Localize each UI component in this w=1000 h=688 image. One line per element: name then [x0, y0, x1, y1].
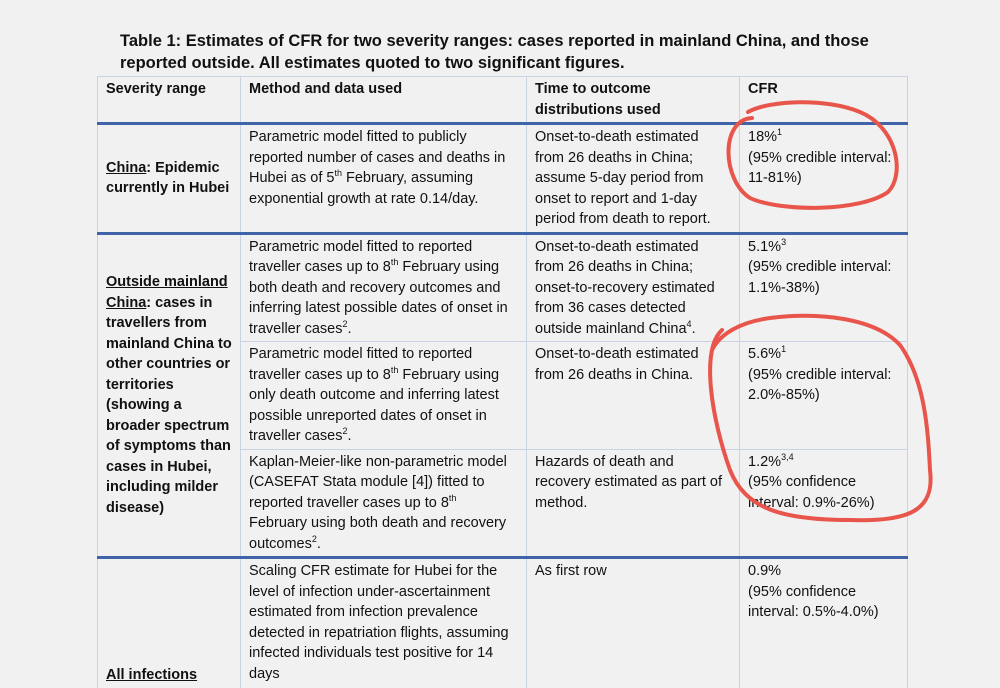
cfr-interval: (95% confidence interval: 0.9%-26%): [748, 474, 875, 511]
time-china: Onset-to-death estimated from 26 deaths in China; assume 5-day period from onset to report and 1-day period from death to report.: [527, 124, 740, 234]
time-outside-2: Onset-to-death estimated from 26 deaths in China.: [527, 342, 740, 450]
cfr-all: [740, 558, 908, 688]
method-text: Parametric model fitted to publicly reported number of cases and deaths in Hubei as of 5: [249, 129, 506, 186]
severity-all-link: All infections: [106, 667, 198, 683]
severity-china-rest: : Epidemic currently in Hubei: [106, 159, 230, 197]
cfr-value: 0.9%: [748, 563, 782, 579]
table-row-all: [98, 558, 908, 688]
severity-china: [98, 124, 241, 234]
severity-outside-link: Outside mainland China: [106, 274, 228, 311]
superscript: th: [390, 257, 399, 268]
table-header-row: [98, 77, 908, 124]
header-time-label: Time to outcome distributions used: [535, 81, 661, 118]
cfr-interval: (95% confidence interval: 0.5%-4.0%): [748, 583, 879, 620]
cfr-value: 1.2%: [748, 453, 782, 470]
superscript: 3,4: [781, 451, 794, 462]
header-time: [527, 77, 740, 124]
method-text: Parametric model fitted to reported traveller cases up to 8: [249, 346, 473, 383]
time-outside-3: Hazards of death and recovery estimated as part of method.: [527, 449, 740, 558]
cfr-table: [97, 76, 908, 688]
method-text: February using only death outcome and inferring latest possible unreported dates of onset in traveller cases: [249, 366, 500, 444]
superscript: th: [448, 492, 457, 503]
method-text: February using both death and recovery outcomes: [249, 515, 507, 552]
header-severity: Severity range: [98, 77, 241, 124]
severity-outside-rest: : cases in travellers from mainland China to other countries or territories (showing a broader spectrum of symptoms than cases in Hubei, including milder disease): [106, 294, 232, 516]
table-row-china: [98, 124, 908, 234]
method-all: Scaling CFR estimate for Hubei for the level of infection under-ascertainment estimated from infection prevalence detected in repatriation flights, assuming infected individuals test positive for 14 days: [241, 558, 527, 688]
method-outside-3: [241, 449, 527, 558]
method-text: Parametric model fitted to reported traveller cases up to 8: [249, 238, 473, 275]
time-text: .: [691, 320, 696, 337]
time-text: Onset-to-death estimated from 26 deaths in China; onset-to-recovery estimated from 36 cases detected outside mainland China: [535, 238, 715, 337]
cfr-outside-2: [740, 342, 908, 450]
cfr-value: 5.1%: [748, 238, 782, 255]
superscript: th: [390, 364, 399, 375]
superscript: th: [334, 168, 342, 179]
time-all: As first row: [527, 558, 740, 688]
severity-china-link: China: [106, 159, 147, 176]
header-cfr: CFR: [740, 77, 908, 124]
table-caption: Table 1: Estimates of CFR for two severity ranges: cases reported in mainland China, and those reported outside. All estimates quoted to two significant figures.: [120, 32, 869, 72]
header-method: Method and data used: [241, 77, 527, 124]
table-row-outside-1: [98, 233, 908, 342]
method-text: .: [316, 535, 321, 552]
severity-all: [98, 558, 241, 688]
method-text: .: [347, 428, 352, 444]
severity-outside: [98, 233, 241, 558]
superscript: 2: [342, 426, 348, 437]
cfr-outside-1: [740, 233, 908, 342]
superscript: 1: [781, 344, 787, 355]
method-text: February, assuming exponential growth at rate 0.14/day.: [249, 170, 479, 207]
cfr-value: 5.6%: [748, 346, 782, 362]
method-china: [241, 124, 527, 234]
superscript: 4: [686, 318, 692, 329]
superscript: 1: [777, 127, 783, 138]
method-text: .: [347, 320, 352, 337]
method-text: February using both death and recovery outcomes and inferring latest possible dates of onset in traveller cases: [249, 259, 508, 337]
cfr-interval: (95% credible interval: 1.1%-38%): [748, 259, 892, 296]
method-outside-1: [241, 233, 527, 342]
cfr-value: 18%: [748, 129, 778, 145]
cfr-china: [740, 124, 908, 234]
method-outside-2: [241, 342, 527, 450]
superscript: 3: [781, 236, 787, 247]
cfr-interval: (95% credible interval: 11-81%): [748, 149, 892, 186]
superscript: 2: [342, 318, 348, 329]
time-outside-1: [527, 233, 740, 342]
cfr-outside-3: [740, 449, 908, 558]
method-text: Kaplan-Meier-like non-parametric model (CASEFAT Stata module [4]) fitted to reported traveller cases up to 8: [249, 453, 507, 511]
cfr-interval: (95% credible interval: 2.0%-85%): [748, 366, 892, 403]
superscript: 2: [311, 533, 317, 544]
